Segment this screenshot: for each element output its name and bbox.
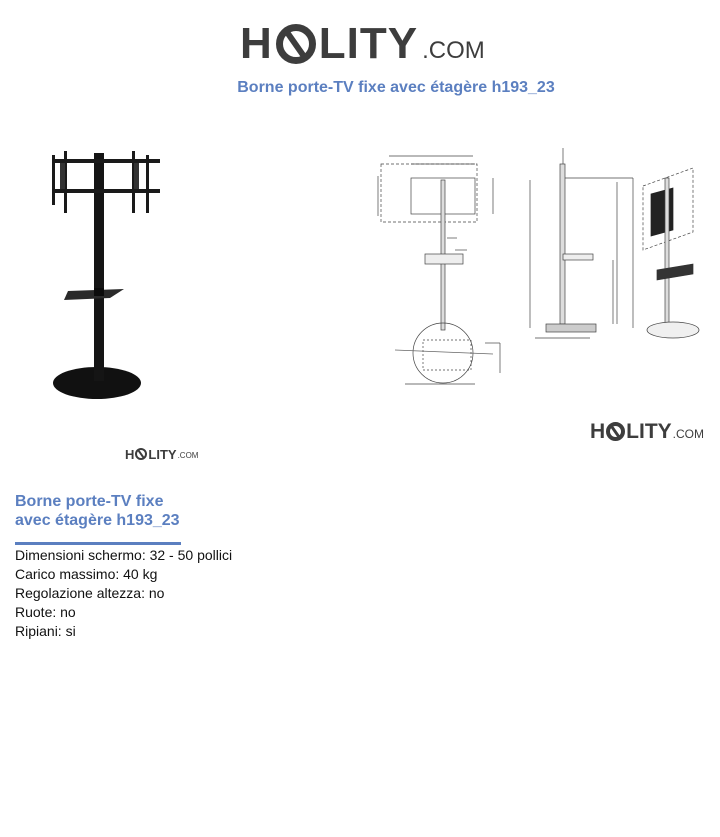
diagram-watermark-domain: .COM: [672, 427, 705, 441]
watermark-domain: .COM: [177, 451, 199, 460]
product-title-line1: Borne porte-TV fixe: [15, 493, 164, 510]
logo-prefix: H: [240, 19, 273, 68]
photo-watermark-logo: [125, 447, 198, 461]
diagram-watermark-ring-icon: [606, 422, 625, 441]
brand-logo[interactable]: [240, 20, 485, 66]
diagram-watermark-suffix: LITY: [626, 420, 672, 443]
logo-suffix: LITY: [318, 19, 419, 68]
logo-ring-icon: [276, 24, 316, 64]
watermark-ring-icon: [135, 448, 147, 460]
logo-domain: .COM: [422, 37, 485, 64]
page-title: Borne porte-TV fixe avec étagère h193_23: [237, 79, 555, 96]
title-underline: [15, 542, 181, 545]
diagram-watermark-prefix: H: [590, 420, 606, 443]
tv-stand-technical-drawing: [375, 138, 705, 403]
diagram-watermark-logo: [590, 420, 704, 442]
product-title: [15, 492, 315, 530]
product-title-line2: avec étagère h193_23: [15, 512, 180, 529]
spec-item: Dimensioni schermo: 32 - 50 pollici: [15, 547, 233, 563]
watermark-prefix: H: [125, 447, 135, 462]
spec-list: [15, 546, 232, 641]
spec-item: Ruote: no: [15, 604, 76, 620]
spec-item: Carico massimo: 40 kg: [15, 566, 158, 582]
spec-item: Regolazione altezza: no: [15, 585, 165, 601]
watermark-suffix: LITY: [148, 447, 177, 462]
tv-stand-product-photo: [50, 145, 180, 410]
spec-item: Ripiani: si: [15, 623, 76, 639]
